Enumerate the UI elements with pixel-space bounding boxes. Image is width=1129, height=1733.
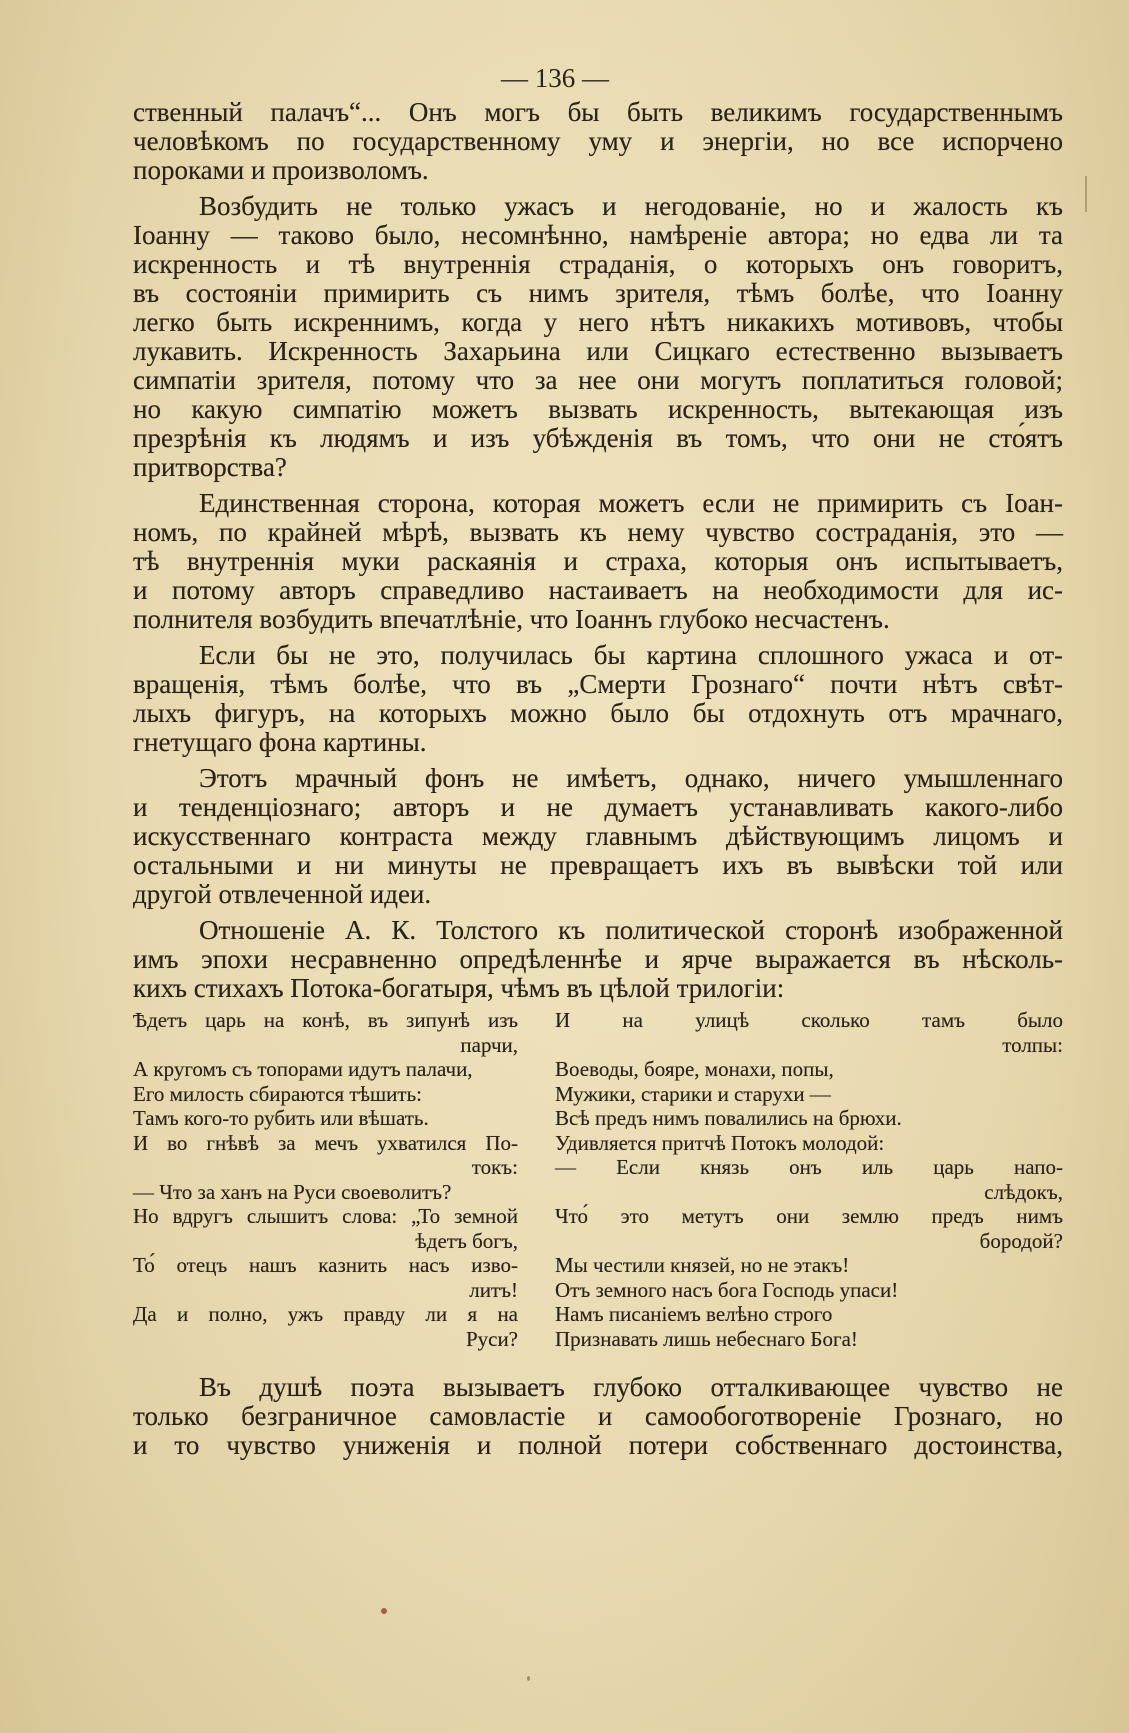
verse-line: А кругомъ съ топорами идутъ палачи,: [133, 1057, 473, 1081]
verse: [133, 1057, 518, 1082]
verse: [133, 1180, 518, 1205]
verse: [555, 1253, 1063, 1278]
text-line: и тенденціознаго; авторъ и не думаетъ устанавливать какого-либо: [133, 792, 1063, 822]
verse-line: Удивляется притчѣ Потокъ молодой:: [555, 1130, 885, 1155]
verse: [555, 1057, 1063, 1082]
verse: [555, 1278, 1063, 1303]
verse: [555, 1204, 1063, 1253]
paragraph: [133, 489, 1063, 634]
text-line: Возбудить не только ужасъ и негодованіе, но и жалость къ: [199, 191, 1063, 221]
text-line: презрѣнія къ людямъ и изъ убѣжденія въ томъ, что они не сто́ятъ: [133, 423, 1063, 453]
text-line: притворства?: [133, 452, 287, 482]
verse-line: Мужики, старики и старухи —: [555, 1081, 831, 1106]
verse-runover: слѣдокъ,: [984, 1179, 1063, 1204]
text-line: но какую симпатію можетъ вызвать искренность, вытекающая изъ: [133, 394, 1063, 424]
verse-runover: литъ!: [469, 1277, 518, 1302]
verse: [555, 1327, 1063, 1352]
paragraph: [133, 192, 1063, 482]
verse-runover: токъ:: [471, 1155, 518, 1179]
verse: [555, 1082, 1063, 1107]
text-line: Отношеніе А. К. Толстого къ политической сторонѣ изображенной: [199, 915, 1063, 945]
verse-line: И на улицѣ сколько тамъ было: [555, 1008, 1063, 1032]
verse: [133, 1131, 518, 1180]
verse: [133, 1204, 518, 1253]
text-line: легко быть искреннимъ, когда у него нѣтъ никакихъ мотивовъ, чтобы: [133, 307, 1063, 337]
text-line: пороками и произволомъ.: [133, 155, 429, 185]
verse-line: Мы честили князей, но не этакъ!: [555, 1253, 850, 1277]
text-line: Въ душѣ поэта вызываетъ глубоко отталкивающее чувство не: [199, 1372, 1063, 1402]
text-line: лыхъ фигуръ, на которыхъ можно было бы отдохнуть отъ мрачнаго,: [133, 698, 1063, 728]
verse: [555, 1106, 1063, 1131]
text-line: Этотъ мрачный фонъ не имѣетъ, однако, ничего умышленнаго: [199, 763, 1063, 793]
verse-line: Что́ это метутъ они землю предъ нимъ: [555, 1204, 1063, 1228]
verse-line: Намъ писаніемъ велѣно строго: [555, 1302, 833, 1326]
text-line: человѣкомъ по государственному уму и энергіи, но все испорчено: [133, 126, 1063, 156]
poem-column-left: [133, 1008, 518, 1351]
verse-line: Всѣ предъ нимъ повалились на брюхи.: [555, 1106, 902, 1130]
paragraph-closing: [133, 1373, 1063, 1460]
verse-runover: Руси?: [465, 1326, 518, 1351]
text-line: симпатіи зрителя, потому что за нее они могутъ поплатиться головой;: [133, 365, 1063, 395]
verse: [133, 1082, 518, 1107]
text-line: искусственнаго контраста между главнымъ дѣйствующимъ лицомъ и: [133, 821, 1063, 851]
verse-line: — Что за ханъ на Руси своеволитъ?: [133, 1179, 452, 1204]
poem-block: [133, 1008, 1063, 1351]
ink-speck: [381, 1608, 387, 1614]
text-line: искренность и тѣ внутреннія страданія, о которыхъ онъ говоритъ,: [133, 249, 1063, 279]
verse: [555, 1155, 1063, 1204]
paragraph: [133, 764, 1063, 909]
poem-column-right: [555, 1008, 1063, 1351]
paper-crease: [1085, 176, 1087, 212]
text-line: лукавить. Искренность Захарьина или Сицкаго естественно вызываетъ: [133, 336, 1063, 366]
verse-line: То́ отецъ нашъ казнить насъ изво-: [133, 1253, 518, 1277]
verse-runover: парчи,: [460, 1032, 518, 1057]
verse-line: Отъ земного насъ бога Господь упаси!: [555, 1277, 899, 1302]
text-line: тѣ внутреннія муки раскаянія и страха, которыя онъ испытываетъ,: [133, 546, 1063, 576]
text-line: имъ эпохи несравненно опредѣленнѣе и ярче выражается въ нѣсколь-: [133, 944, 1063, 974]
text-body: [133, 98, 1063, 1460]
text-line: въ состояніи примирить съ нимъ зрителя, тѣмъ болѣе, что Іоанну: [133, 278, 1063, 308]
text-line: ственный палачъ“... Онъ могъ бы быть великимъ государственнымъ: [133, 97, 1063, 127]
verse-runover: толпы:: [1002, 1032, 1063, 1057]
paragraph: [133, 641, 1063, 757]
text-line: вращенія, тѣмъ болѣе, что въ „Смерти Грознаго“ почти нѣтъ свѣт-: [133, 669, 1063, 699]
verse: [555, 1008, 1063, 1057]
text-line: гнетущаго фона картины.: [133, 727, 427, 757]
verse-line: Признавать лишь небеснаго Бога!: [555, 1326, 858, 1351]
page-number: — 136 —: [501, 63, 609, 93]
ink-speck: [527, 1676, 530, 1681]
verse-line: Тамъ кого-то рубить или вѣшать.: [133, 1106, 429, 1130]
verse-line: Но вдругъ слышитъ слова: „То земной: [133, 1204, 518, 1228]
verse-line: Воеводы, бояре, монахи, попы,: [555, 1057, 834, 1081]
text-line: кихъ стихахъ Потока-богатыря, чѣмъ въ цѣлой трилогіи:: [133, 973, 785, 1003]
verse: [133, 1008, 518, 1057]
text-line: только безграничное самовластіе и самообоготвореніе Грознаго, но: [133, 1401, 1063, 1431]
verse: [133, 1302, 518, 1351]
verse: [133, 1106, 518, 1131]
text-line: Единственная сторона, которая можетъ если не примирить съ Іоан-: [199, 488, 1063, 518]
text-line: Если бы не это, получилась бы картина сплошного ужаса и от-: [199, 640, 1063, 670]
text-line: полнителя возбудить впечатлѣніе, что Іоаннъ глубоко несчастенъ.: [133, 604, 890, 634]
verse-runover: бородой?: [979, 1228, 1063, 1253]
verse-line: Ѣдетъ царь на конѣ, въ зипунѣ изъ: [133, 1008, 518, 1032]
text-line: Іоанну — таково было, несомнѣнно, намѣреніе автора; но едва ли та: [133, 220, 1063, 250]
paragraph: [133, 916, 1063, 1003]
verse-line: И во гнѣвѣ за мечъ ухватился По-: [133, 1130, 518, 1155]
verse-line: — Если князь онъ иль царь напо-: [555, 1155, 1063, 1179]
text-line: и потому авторъ справедливо настаиваетъ на необходимости для ис-: [133, 575, 1063, 605]
text-line: другой отвлеченной идеи.: [133, 879, 432, 909]
verse: [555, 1302, 1063, 1327]
paragraph-continued: [133, 98, 1063, 185]
text-line: и то чувство униженія и полной потери собственнаго достоинства,: [133, 1430, 1063, 1460]
verse-line: Да и полно, ужъ правду ли я на: [133, 1302, 518, 1326]
text-line: номъ, по крайней мѣрѣ, вызвать къ нему чувство состраданія, это —: [133, 517, 1063, 547]
text-line: остальными и ни минуты не превращаетъ ихъ въ вывѣски той или: [133, 850, 1063, 880]
verse: [555, 1131, 1063, 1156]
verse-runover: ѣдетъ богъ,: [415, 1228, 518, 1253]
verse: [133, 1253, 518, 1302]
verse-line: Его милость сбираются тѣшить:: [133, 1081, 422, 1106]
